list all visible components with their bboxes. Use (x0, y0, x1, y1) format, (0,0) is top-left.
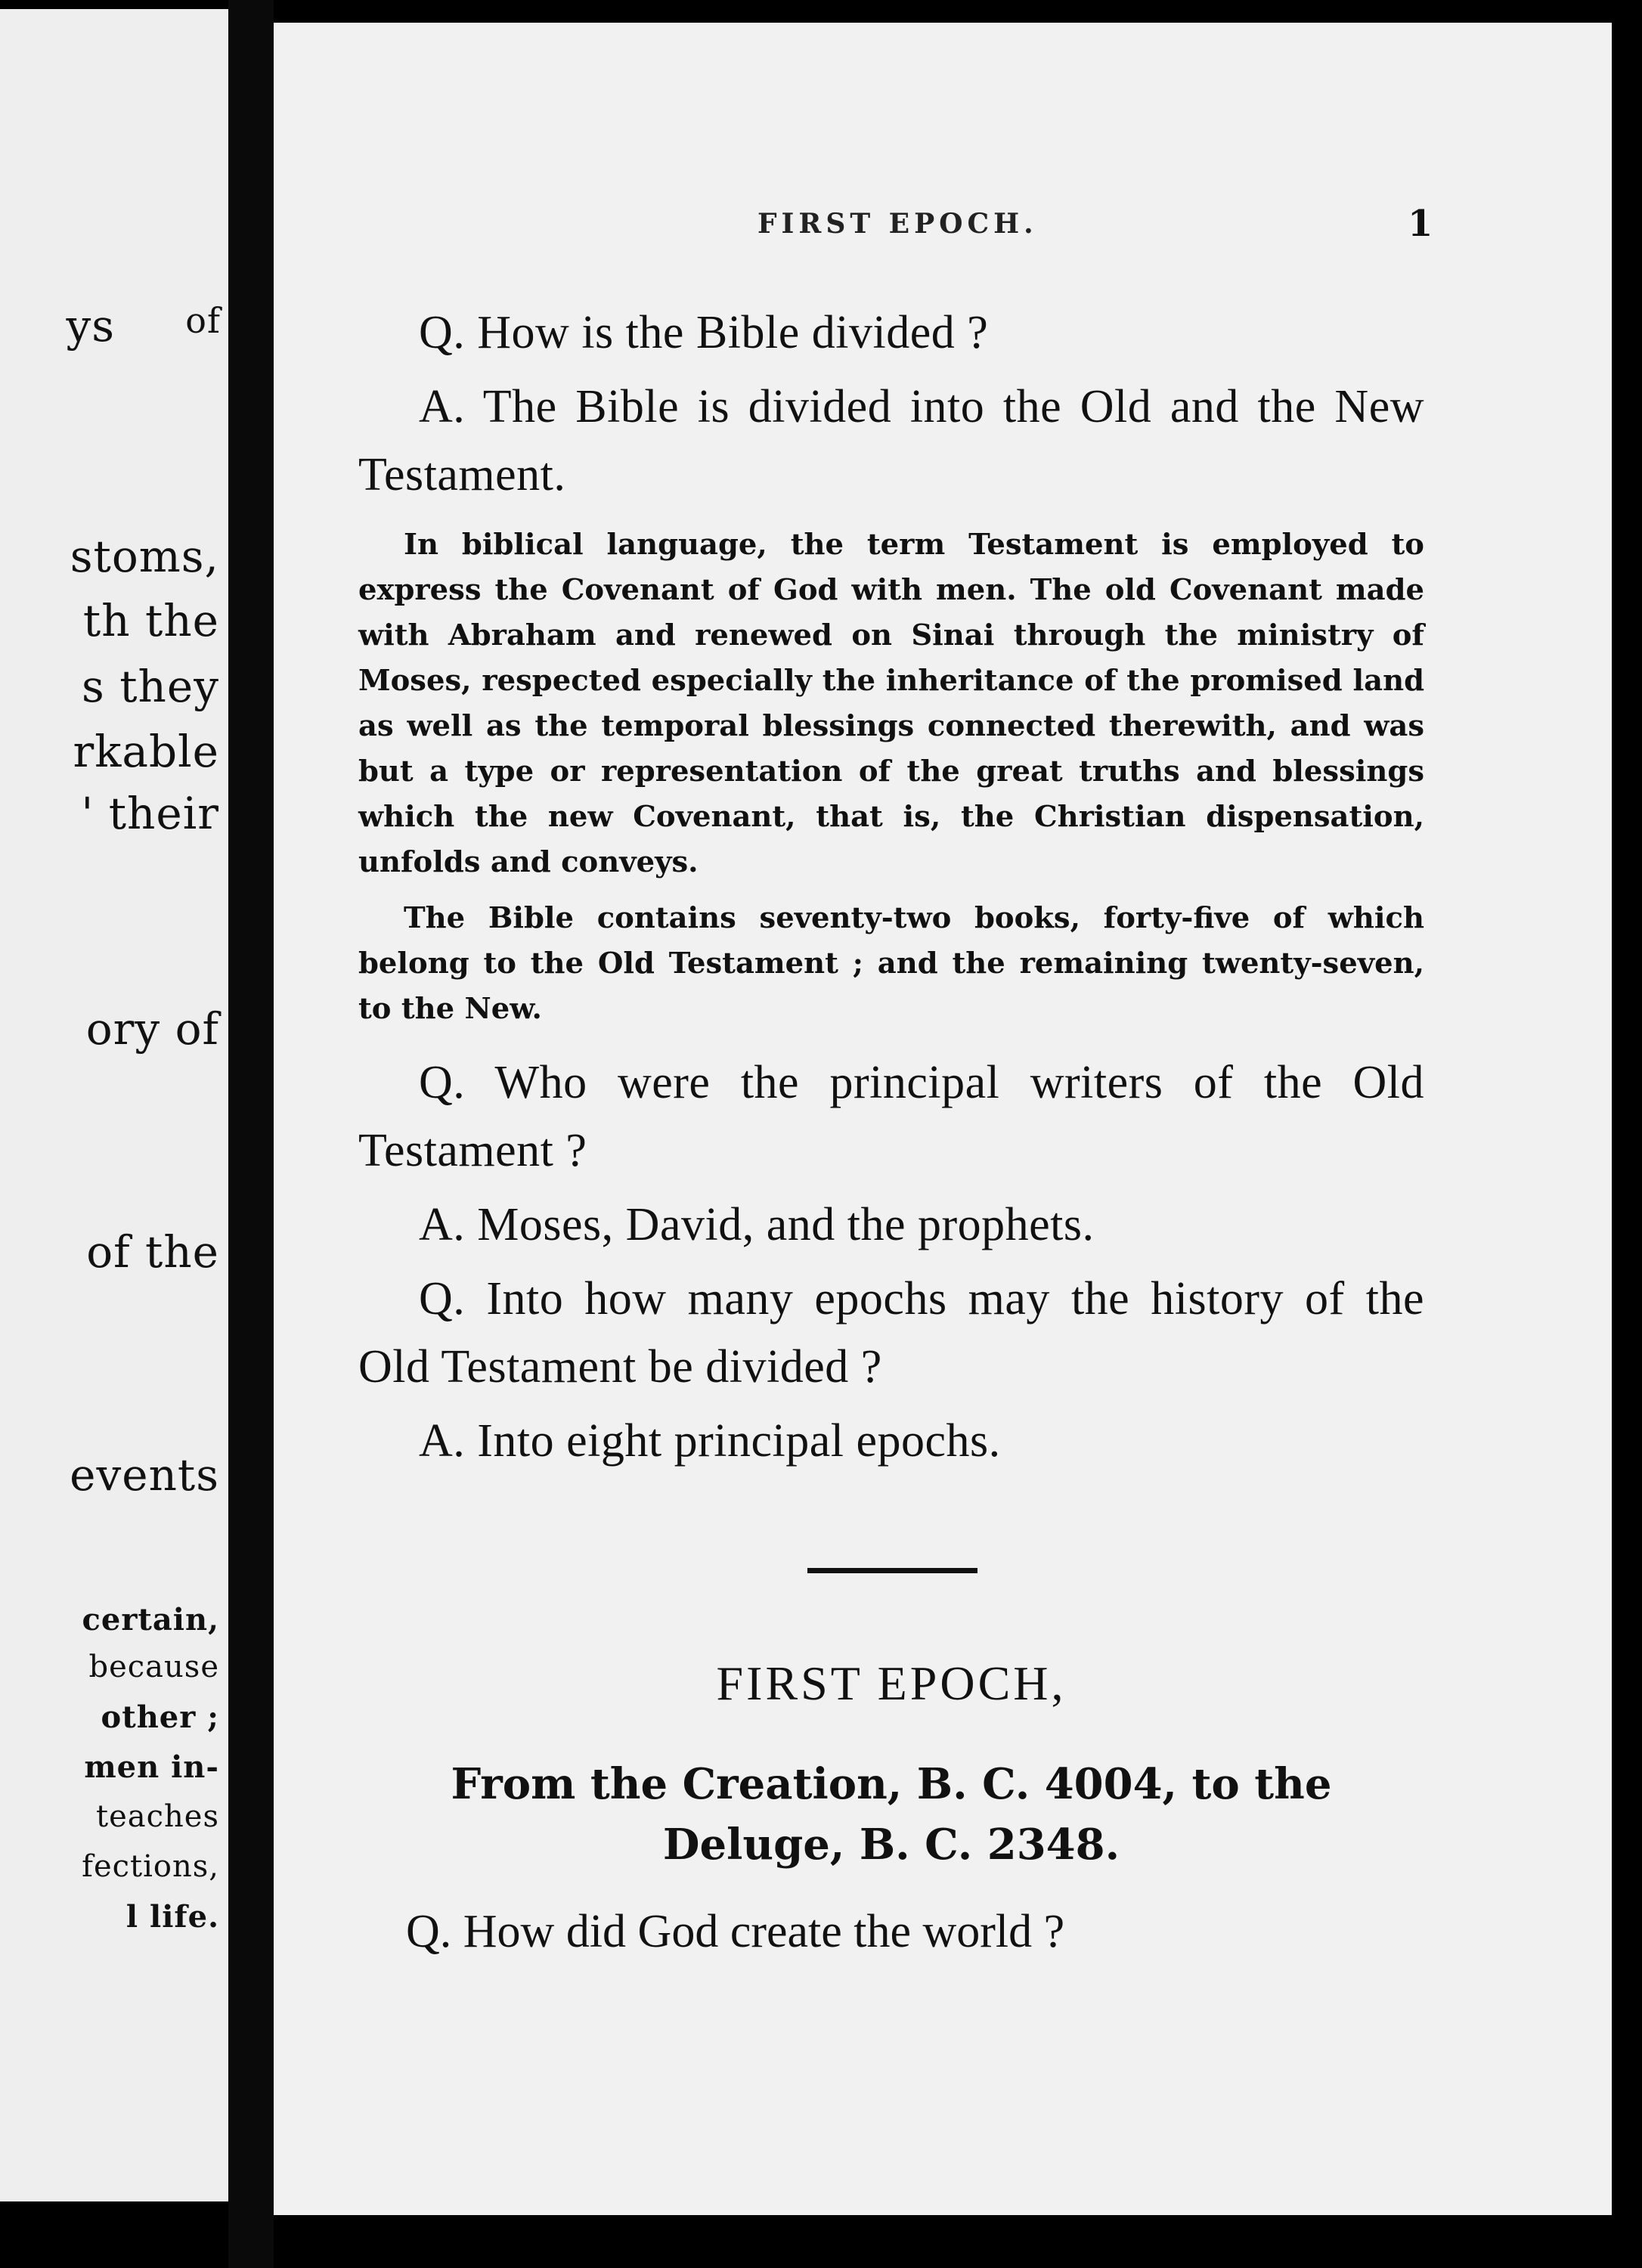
section-divider-rule (807, 1568, 977, 1573)
note-seventy-two-books: The Bible contains seventy-two books, forty-five of which belong to the Old Testament ; and the remaining twenty-seven, to the New. (358, 901, 1424, 1026)
left-page-line: fections, (82, 1849, 219, 1884)
main-text-upper (358, 299, 1424, 1475)
book-gutter (228, 0, 274, 2268)
left-page-line: s they (82, 661, 219, 712)
left-facing-page (0, 9, 228, 2201)
left-page-line: teaches (96, 1799, 219, 1834)
question-epochs: Q. Into how many epochs may the history of the Old Testament be divided ? (358, 1273, 1424, 1393)
section-subtitle (358, 1754, 1424, 1875)
left-page-line: ys (66, 300, 115, 352)
section-subtitle-line-2: Deluge, B. C. 2348. (662, 1820, 1120, 1870)
left-page-line: men in- (84, 1749, 219, 1785)
answer-bible-divided: A. The Bible is divided into the Old and the New Testament. (358, 381, 1424, 500)
running-head: FIRST EPOCH. (757, 208, 1038, 240)
left-page-line: because (88, 1650, 219, 1684)
left-page-line: rkable (73, 726, 219, 777)
left-page-line: l life. (125, 1899, 219, 1935)
question-principal-writers: Q. Who were the principal writers of the Old Testament ? (358, 1057, 1424, 1176)
left-page-line: of (185, 300, 221, 341)
answer-principal-writers: A. Moses, David, and the prophets. (419, 1199, 1095, 1250)
page-number: 1 (1408, 203, 1433, 245)
left-page-line: other ; (101, 1699, 219, 1735)
section-title: FIRST EPOCH, (716, 1656, 1067, 1710)
left-page-line: ' their (81, 788, 219, 839)
left-page-line: of the (86, 1226, 219, 1278)
section-subtitle-line-1: From the Creation, B. C. 4004, to the (451, 1759, 1332, 1809)
left-page-line: ory of (85, 1003, 219, 1055)
answer-epochs: A. Into eight principal epochs. (419, 1415, 1001, 1467)
left-page-line: certain, (82, 1602, 219, 1637)
note-testament-covenant: In biblical language, the term Testament is employed to express the Covenant of God with men. The old Covenant made with Abraham and renewed on Sinai through the ministry of Moses, respected especially the inheritance of the promised land as well as the temporal blessings connected therewith, and was but a type or representation of the great truths and blessings which the new Covenant, that is, the Christian dispensation, unfolds and conveys. (358, 528, 1424, 879)
question-bible-divided: Q. How is the Bible divided ? (419, 307, 989, 358)
question-create-world: Q. How did God create the world ? (406, 1906, 1065, 1957)
scan-right-border (1612, 0, 1642, 2268)
left-page-line: stoms, (70, 531, 219, 582)
left-page-line: events (70, 1449, 219, 1501)
right-page (274, 23, 1612, 2215)
left-page-line: th the (82, 595, 219, 646)
